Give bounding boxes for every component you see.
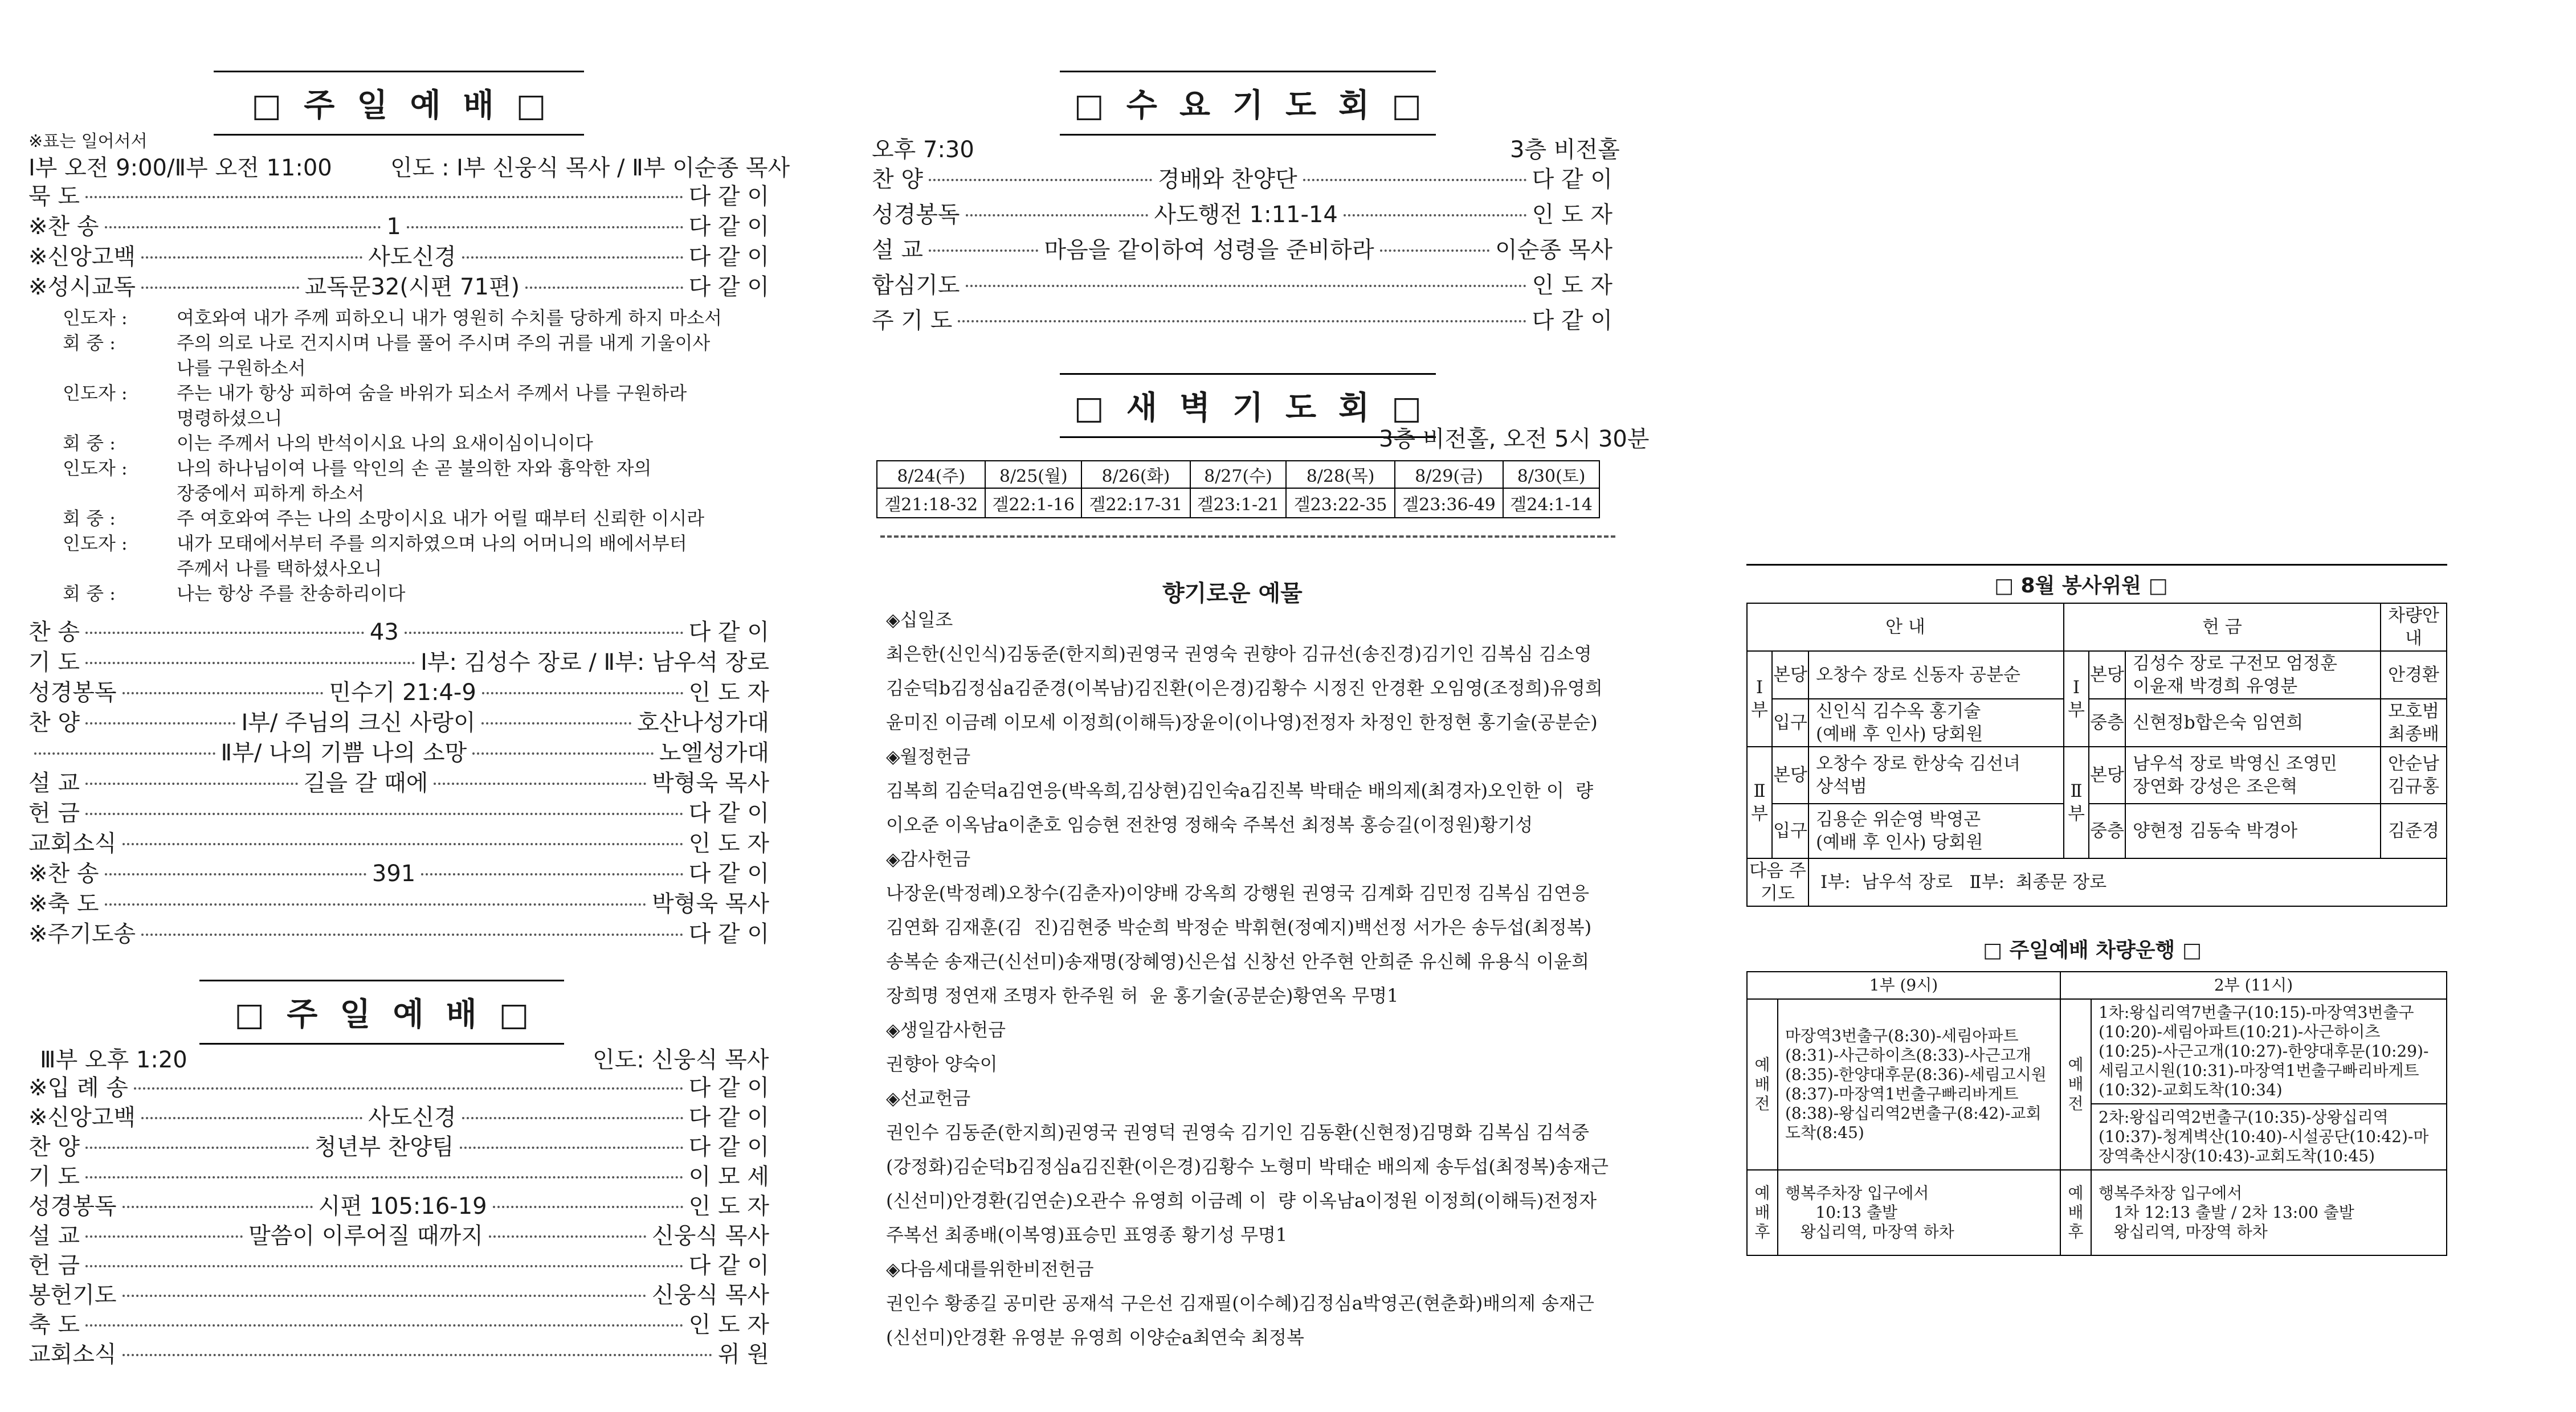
reading-text: 나는 항상 주를 찬송하리이다 xyxy=(177,583,406,604)
reading-text: 주께서 나를 택하셨사오니 xyxy=(177,558,382,579)
order-item: 1 xyxy=(386,214,401,240)
part1-label-offer: Ⅰ부 xyxy=(2064,651,2089,747)
guide2-ent-label: 입구 xyxy=(1772,804,1808,858)
responsive-line xyxy=(63,380,722,406)
standing-note: ※표는 일어서서 xyxy=(28,132,148,152)
dawn-text: 겔23:36-49 xyxy=(1395,488,1503,518)
reading-text: 주는 내가 항상 피하여 숨을 바위가 되소서 주께서 나를 구원하라 xyxy=(177,382,687,404)
dawn-day: 8/25(월) xyxy=(985,461,1081,488)
dawn-texts-row xyxy=(877,488,1599,518)
dot-leader xyxy=(123,843,683,845)
order-row xyxy=(28,1133,769,1161)
wednesday-time: 오후 7:30 xyxy=(872,137,974,163)
offering-names: 이오준 이옥남a이춘호 임승현 전찬영 정해숙 주복선 최정복 홍승길(이정원)황기성 xyxy=(886,814,1533,836)
responsive-line xyxy=(63,305,722,330)
dawn-text: 겔24:1-14 xyxy=(1503,488,1599,518)
order-row xyxy=(28,1251,769,1280)
speaker: 인도자 : xyxy=(63,382,128,404)
dot-leader xyxy=(85,813,683,815)
dot-leader xyxy=(141,287,299,289)
car-5: 김규홍 xyxy=(2388,776,2439,797)
order-person: 다 같 이 xyxy=(688,1075,769,1101)
order-row xyxy=(28,739,769,767)
volunteers-title: □ 8월 봉사위원 □ xyxy=(1994,574,2168,597)
order-row xyxy=(872,306,1612,335)
bus-col2: 2부 (11시) xyxy=(2060,972,2447,999)
order-item: 사도신경 xyxy=(368,244,456,270)
order-row xyxy=(28,920,769,948)
dot-leader xyxy=(460,1147,683,1149)
order-person: 다 같 이 xyxy=(1532,166,1613,193)
dot-leader xyxy=(105,903,647,906)
order-label: ※신앙고백 xyxy=(28,244,136,270)
car-3: 최종배 xyxy=(2388,724,2439,744)
dawn-day: 8/24(주) xyxy=(877,461,985,488)
return-2: 행복주차장 입구에서 1차 12:13 출발 / 2차 13:00 출발 왕십리역, 마장역 하차 xyxy=(2091,1170,2447,1255)
dot-leader xyxy=(34,752,215,755)
order-row xyxy=(28,273,769,301)
dot-leader xyxy=(85,1235,243,1238)
offer2-mid: 양현정 김동숙 박경아 xyxy=(2125,804,2381,858)
responsive-line xyxy=(63,431,722,456)
order-row xyxy=(28,1192,769,1221)
dot-leader xyxy=(105,873,366,875)
before-label-2: 예 배 전 xyxy=(2060,999,2091,1170)
order-row xyxy=(28,860,769,888)
order-item: 43 xyxy=(369,619,399,645)
order-label: 설 교 xyxy=(872,237,923,263)
offering-names: 송복순 송재근(신선미)송재명(장혜영)신은섭 신창선 안주현 안희준 유신혜 유용식 이윤희 xyxy=(886,951,1589,972)
responsive-line xyxy=(63,481,722,506)
reading-text: 나를 구원하소서 xyxy=(177,357,306,379)
order-label: 찬 양 xyxy=(872,166,923,193)
order-row xyxy=(28,709,769,737)
order-person: 신웅식 목사 xyxy=(652,1223,770,1249)
order-label: 묵 도 xyxy=(28,183,80,210)
responsive-line xyxy=(63,355,722,380)
order-label: 성경봉독 xyxy=(28,680,117,706)
order-row xyxy=(28,829,769,858)
order-row xyxy=(28,890,769,918)
order-person: 다 같 이 xyxy=(688,1253,769,1279)
responsive-line xyxy=(63,456,722,481)
dot-leader xyxy=(958,320,1526,322)
order-item: 길을 갈 때에 xyxy=(303,770,428,796)
dawn-day: 8/28(목) xyxy=(1286,461,1394,488)
offering-names: 나장운(박정례)오창수(김춘자)이양배 강옥희 강행원 권영국 김계화 김민정 김복심 김연응 xyxy=(886,882,1589,904)
order-row xyxy=(28,769,769,797)
sunday3-time: Ⅲ부 오후 1:20 xyxy=(40,1047,187,1073)
responsive-reading xyxy=(63,305,722,606)
order-label: ※축 도 xyxy=(28,891,99,917)
car-2: 모호범 xyxy=(2388,701,2439,722)
offering-category: ◈선교헌금 xyxy=(886,1087,971,1109)
order-label: 설 교 xyxy=(28,770,80,796)
offering-names: 김복희 김순덕a김연응(박옥희,김상현)김인숙a김진복 박태순 배의제(최경자)오인한 이 량 xyxy=(886,780,1594,801)
order-row xyxy=(28,243,769,271)
dot-leader xyxy=(481,722,631,725)
offering-header: 헌 금 xyxy=(2064,603,2381,651)
order-label: 성경봉독 xyxy=(872,202,960,228)
order-label: 찬 양 xyxy=(28,710,80,736)
sunday1-time: Ⅰ부 오전 9:00/Ⅱ부 오전 11:00 xyxy=(28,155,332,181)
order-label: 기 도 xyxy=(28,1164,80,1190)
guide1-ent-label: 입구 xyxy=(1772,699,1808,747)
volunteers-table xyxy=(1746,603,2447,907)
order-person: 인 도 자 xyxy=(688,680,770,706)
sunday3-title: □ 주 일 예 배 □ xyxy=(199,980,564,1045)
guide1-main-label: 본당 xyxy=(1772,651,1808,699)
order-person: 인 도 자 xyxy=(688,1193,770,1219)
order-item: 말씀이 이루어질 때까지 xyxy=(248,1223,483,1249)
dawn-schedule-table xyxy=(876,460,1600,518)
order-person: 인 도 자 xyxy=(688,830,769,857)
route-2-cell xyxy=(2091,999,2447,1170)
order-row xyxy=(28,1103,769,1132)
order-person: 인 도 자 xyxy=(688,1312,769,1338)
offering-list xyxy=(886,603,1609,1354)
offering-names: (신선미)안경환(김연순)오관수 유영희 이금례 이 량 이옥남a이정원 이정희(이해득)전정자 xyxy=(886,1190,1597,1212)
order-label: 설 교 xyxy=(28,1223,80,1249)
dot-leader xyxy=(85,1147,309,1149)
order-item: 청년부 찬양팀 xyxy=(315,1134,454,1160)
dot-leader xyxy=(929,179,1152,181)
dot-leader xyxy=(966,285,1526,287)
order-row xyxy=(28,1074,769,1102)
dawn-text: 겔23:1-21 xyxy=(1190,488,1287,518)
dot-leader xyxy=(405,632,683,634)
before-label-1: 예 배 전 xyxy=(1747,999,1778,1170)
dot-leader xyxy=(525,287,683,289)
dot-leader xyxy=(141,1117,362,1119)
order-item: 민수기 21:4-9 xyxy=(329,680,476,706)
order-label: ※찬 송 xyxy=(28,214,99,240)
order-label: 기 도 xyxy=(28,649,80,676)
guide1-main: 오창수 장로 신동자 공분순 xyxy=(1808,651,2064,699)
next-prayer-label: 다음 주 기도 xyxy=(1747,858,1808,906)
guide1-ent: 신인식 김수옥 홍기술 (예배 후 인사) 당회원 xyxy=(1808,699,2064,747)
car-6: 김준경 xyxy=(2381,804,2447,858)
dot-leader xyxy=(1380,249,1489,252)
responsive-line xyxy=(63,406,722,431)
sunday3-leader: 인도: 신웅식 목사 xyxy=(593,1047,769,1073)
dot-leader xyxy=(85,662,415,664)
wednesday-title: □ 수 요 기 도 회 □ xyxy=(1060,71,1436,136)
divider xyxy=(1746,564,2447,566)
order-row xyxy=(28,678,769,707)
car-header: 차량안내 xyxy=(2381,603,2447,651)
dot-leader xyxy=(489,1235,646,1238)
dawn-text: 겔22:17-31 xyxy=(1081,488,1190,518)
order-row xyxy=(28,1222,769,1250)
reading-text: 이는 주께서 나의 반석이시요 나의 요새이심이니이다 xyxy=(177,432,593,454)
offering-title: 향기로운 예물 xyxy=(1162,580,1303,607)
dot-leader xyxy=(85,1324,683,1327)
divider xyxy=(880,535,1615,538)
order-item: 사도행전 1:11-14 xyxy=(1154,202,1338,228)
order-row xyxy=(872,271,1612,300)
responsive-line xyxy=(63,531,722,556)
order-label: 봉헌기도 xyxy=(28,1282,117,1308)
responsive-line xyxy=(63,581,722,606)
order-person: 인 도 자 xyxy=(1532,202,1613,228)
order-label: ※주기도송 xyxy=(28,921,136,947)
offering-names: 권인수 김동준(한지희)권영국 권영덕 권영숙 김기인 김동환(신현정)김명화 김복심 김석중 xyxy=(886,1122,1589,1143)
offering-category: ◈십일조 xyxy=(886,609,953,631)
offer2-main: 남우석 장로 박영신 조영민 장연화 강성은 조은혁 xyxy=(2125,747,2381,804)
order-row xyxy=(872,236,1612,264)
dot-leader xyxy=(1344,214,1526,216)
order-person: 호산나성가대 xyxy=(637,710,769,736)
return-1: 행복주차장 입구에서 10:13 출발 왕십리역, 마장역 하차 xyxy=(1778,1170,2060,1255)
speaker: 회 중 : xyxy=(63,507,116,529)
order-person: 다 같 이 xyxy=(688,921,769,947)
speaker: 회 중 : xyxy=(63,332,116,354)
order-label: 찬 송 xyxy=(28,619,80,645)
order-person: 박형욱 목사 xyxy=(652,891,769,917)
order-row xyxy=(28,618,769,646)
order-person: 노엘성가대 xyxy=(659,740,769,766)
dot-leader xyxy=(472,752,654,755)
order-item: Ⅰ부/ 주님의 크신 사랑이 xyxy=(241,710,476,736)
offering-names: 주복선 최종배(이복영)표승민 표영종 황기성 무명1 xyxy=(886,1224,1288,1246)
dot-leader xyxy=(966,214,1149,216)
dot-leader xyxy=(493,1206,683,1208)
route-2a: 1차:왕십리역7번출구(10:15)-마장역3번출구(10:20)-세림아파트(10:21)-사근하이츠(10:25)-사근고개(10:27)-한양대후문(10:29)-세림고시원(10:31)-마장역1번출구빠리바게트(10:32)-교회도착(10:34) xyxy=(2092,1000,2446,1104)
dot-leader xyxy=(482,692,683,694)
offer1-mid-label: 중층 xyxy=(2089,699,2125,747)
order-label: ※성시교독 xyxy=(28,274,136,300)
order-label: 축 도 xyxy=(28,1312,80,1338)
guide2-ent: 김용순 위순영 박영곤 (예배 후 인사) 당회원 xyxy=(1808,804,2064,858)
dot-leader xyxy=(105,226,381,228)
offer1-main: 김성수 장로 구전모 엄정훈 이윤재 박경희 유영분 xyxy=(2125,651,2381,699)
dawn-day: 8/27(수) xyxy=(1190,461,1287,488)
order-person: 다 같 이 xyxy=(688,1104,769,1131)
dawn-days-row xyxy=(877,461,1599,488)
order-item: 사도신경 xyxy=(368,1104,456,1131)
order-person: 인 도 자 xyxy=(1532,272,1612,298)
car-4-5 xyxy=(2381,747,2447,804)
car-1: 안경환 xyxy=(2381,651,2447,699)
speaker: 인도자 : xyxy=(63,533,128,554)
dot-leader xyxy=(141,256,362,259)
offering-names: 김순덕b김정심a김준경(이복남)김진환(이은경)김황수 시정진 안경환 오임영(조정희)유영희 xyxy=(886,677,1603,699)
order-row xyxy=(28,182,769,211)
reading-text: 여호와여 내가 주께 피하오니 내가 영원히 수치를 당하게 하지 마소서 xyxy=(177,307,722,329)
order-person: 이 모 세 xyxy=(688,1164,769,1190)
part2-label-offer: Ⅱ부 xyxy=(2064,747,2089,858)
after-label-2: 예 배 후 xyxy=(2060,1170,2091,1255)
sunday1-title: □ 주 일 예 배 □ xyxy=(214,71,584,136)
dawn-info: 3층 비전홀, 오전 5시 30분 xyxy=(1379,426,1650,452)
dot-leader xyxy=(85,783,298,785)
reading-text: 주의 의로 나로 건지시며 나를 풀어 주시며 주의 귀를 내게 기울이사 xyxy=(177,332,711,354)
wednesday-place: 3층 비전홀 xyxy=(1510,137,1620,163)
offer1-mid: 신현정b합은숙 임연희 xyxy=(2125,699,2381,747)
dot-leader xyxy=(123,692,324,694)
dawn-title: □ 새 벽 기 도 회 □ xyxy=(1060,373,1436,438)
dot-leader xyxy=(1303,179,1526,181)
order-label: ※신앙고백 xyxy=(28,1104,136,1131)
reading-text: 주 여호와여 주는 나의 소망이시요 내가 어릴 때부터 신뢰한 이시라 xyxy=(177,507,705,529)
order-person: 다 같 이 xyxy=(688,244,769,270)
offer2-mid-label: 중층 xyxy=(2089,804,2125,858)
offering-names: 윤미진 이금례 이모세 이정희(이해득)장윤이(이나영)전정자 차정인 한정현 홍기술(공분순) xyxy=(886,711,1598,733)
order-item: Ⅱ부/ 나의 기쁨 나의 소망 xyxy=(221,740,467,766)
offering-names: 권향아 양숙이 xyxy=(886,1053,998,1075)
dawn-text: 겔21:18-32 xyxy=(877,488,985,518)
responsive-line xyxy=(63,556,722,581)
dot-leader xyxy=(85,632,364,634)
dot-leader xyxy=(421,873,683,875)
guide-header: 안 내 xyxy=(1747,603,2064,651)
bus-col1: 1부 (9시) xyxy=(1747,972,2060,999)
dot-leader xyxy=(141,934,683,936)
offering-category: ◈생일감사헌금 xyxy=(886,1019,1006,1041)
dot-leader xyxy=(134,1087,683,1090)
reading-text: 명령하셨으니 xyxy=(177,407,283,429)
order-label: 교회소식 xyxy=(28,830,117,857)
dot-leader xyxy=(85,196,683,198)
speaker: 회 중 : xyxy=(63,432,116,454)
car-4: 안순남 xyxy=(2388,754,2439,774)
order-person: 다 같 이 xyxy=(688,800,769,826)
reading-text: 내가 모태에서부터 주를 의지하였으며 나의 어머니의 배에서부터 xyxy=(177,533,687,554)
reading-text: 나의 하나님이여 나를 악인의 손 곧 불의한 자와 흉악한 자의 xyxy=(177,457,652,479)
part2-label: Ⅱ부 xyxy=(1747,747,1772,858)
order-person: 박형욱 목사 xyxy=(652,770,769,796)
dot-leader xyxy=(85,1265,683,1267)
order-person: 다 같 이 xyxy=(688,214,770,240)
offering-names: (신선미)안경환 유영분 유영희 이양순a최연숙 최정복 xyxy=(886,1327,1304,1348)
offering-names: 김연화 김재훈(김 진)김현중 박순희 박정순 박휘현(정예지)백선정 서가은 송두섭(최정복) xyxy=(886,916,1592,938)
order-label: 헌 금 xyxy=(28,1253,80,1279)
after-label-1: 예 배 후 xyxy=(1747,1170,1778,1255)
order-row xyxy=(28,1281,769,1309)
guide2-main-label: 본당 xyxy=(1772,747,1808,804)
dawn-day: 8/30(토) xyxy=(1503,461,1599,488)
dot-leader xyxy=(407,226,683,228)
guide2-main: 오창수 장로 한상숙 김선녀 상석범 xyxy=(1808,747,2064,804)
dot-leader xyxy=(85,1176,683,1178)
responsive-line xyxy=(63,506,722,531)
order-person: 다 같 이 xyxy=(688,274,769,300)
order-person: 다 같 이 xyxy=(688,619,770,645)
order-label: 성경봉독 xyxy=(28,1193,117,1219)
part1-label: Ⅰ부 xyxy=(1747,651,1772,747)
dawn-text: 겔23:22-35 xyxy=(1286,488,1394,518)
order-row xyxy=(28,648,769,677)
order-item: 391 xyxy=(372,861,416,887)
order-row xyxy=(28,1340,769,1369)
order-person: 다 같 이 xyxy=(688,183,769,210)
dawn-day: 8/26(화) xyxy=(1081,461,1190,488)
order-item: 마음을 같이하여 성령을 준비하라 xyxy=(1044,237,1374,263)
route-2b: 2차:왕십리역2번출구(10:35)-상왕십리역(10:37)-청계벽산(10:40)-시설공단(10:42)-마장역축산시장(10:43)-교회도착(10:45) xyxy=(2099,1108,2429,1165)
offering-category: ◈다음세대를위한비전헌금 xyxy=(886,1258,1094,1280)
order-person: 이순종 목사 xyxy=(1495,237,1612,263)
order-label: 찬 양 xyxy=(28,1134,80,1160)
order-label: ※찬 송 xyxy=(28,861,99,887)
order-label: 합심기도 xyxy=(872,272,960,298)
order-item: 시편 105:16-19 xyxy=(318,1193,487,1219)
offering-names: (강정화)김순덕b김정심a김진환(이은경)김황수 노형미 박태순 배의제 송두섭(최정복)송재근 xyxy=(886,1156,1609,1177)
offering-names: 장희명 정연재 조명자 한주원 허 윤 홍기술(공분순)황연옥 무명1 xyxy=(886,985,1399,1006)
next-prayer-text: Ⅰ부: 남우석 장로 Ⅱ부: 최종문 장로 xyxy=(1808,858,2447,906)
dot-leader xyxy=(929,249,1038,252)
order-person: 위 원 xyxy=(718,1341,769,1368)
offer2-main-label: 본당 xyxy=(2089,747,2125,804)
offering-names: 최은한(신인식)김동준(한지희)권영국 권영숙 권향아 김규선(송진경)김기인 김복심 김소영 xyxy=(886,643,1592,665)
responsive-line xyxy=(63,330,722,355)
speaker: 인도자 : xyxy=(63,457,128,479)
dot-leader xyxy=(462,256,683,259)
dot-leader xyxy=(123,1295,647,1297)
reading-text: 장중에서 피하게 하소서 xyxy=(177,482,365,504)
bus-table xyxy=(1746,971,2447,1256)
offer1-main-label: 본당 xyxy=(2089,651,2125,699)
route-1: 마장역3번출구(8:30)-세림아파트(8:31)-사근하이츠(8:33)-사근고개(8:35)-한양대후문(8:36)-세림고시원(8:37)-마장역1번출구빠리바게트(8:38)-왕십리역2번출구(8:42)-교회도착(8:45) xyxy=(1778,999,2060,1170)
order-person: 다 같 이 xyxy=(688,861,770,887)
speaker: 인도자 : xyxy=(63,307,128,329)
dawn-day: 8/29(금) xyxy=(1395,461,1503,488)
order-item: 교독문32(시편 71편) xyxy=(304,274,520,300)
order-person: 신웅식 목사 xyxy=(652,1282,769,1308)
order-row xyxy=(28,1163,769,1191)
order-label: 교회소식 xyxy=(28,1341,117,1368)
order-person: 다 같 이 xyxy=(688,1134,770,1160)
offering-category: ◈감사헌금 xyxy=(886,848,971,870)
order-row xyxy=(872,200,1612,229)
order-person: Ⅰ부: 김성수 장로 / Ⅱ부: 남우석 장로 xyxy=(421,649,769,676)
order-label: ※입 례 송 xyxy=(28,1075,128,1101)
dot-leader xyxy=(123,1354,712,1356)
order-item: 경배와 찬양단 xyxy=(1158,166,1297,193)
dot-leader xyxy=(462,1117,683,1119)
sunday1-leader: 인도 : Ⅰ부 신웅식 목사 / Ⅱ부 이순종 목사 xyxy=(390,155,790,181)
offering-names: 권인수 황종길 공미란 공재석 구은선 김재필(이수혜)김정심a박영곤(현춘화)배의제 송재근 xyxy=(886,1292,1594,1314)
dawn-text: 겔22:1-16 xyxy=(985,488,1081,518)
order-row xyxy=(28,1311,769,1339)
offering-category: ◈월정헌금 xyxy=(886,746,971,767)
car-2-3 xyxy=(2381,699,2447,747)
dot-leader xyxy=(123,1206,313,1208)
order-row xyxy=(28,799,769,828)
dot-leader xyxy=(85,722,235,725)
order-label: 주 기 도 xyxy=(872,308,953,334)
order-row xyxy=(28,212,769,241)
order-row xyxy=(872,165,1612,194)
bus-title: □ 주일예배 차량운행 □ xyxy=(1983,939,2202,962)
order-person: 다 같 이 xyxy=(1532,308,1612,334)
speaker: 회 중 : xyxy=(63,583,116,604)
dot-leader xyxy=(434,783,646,785)
order-label: 헌 금 xyxy=(28,800,80,826)
